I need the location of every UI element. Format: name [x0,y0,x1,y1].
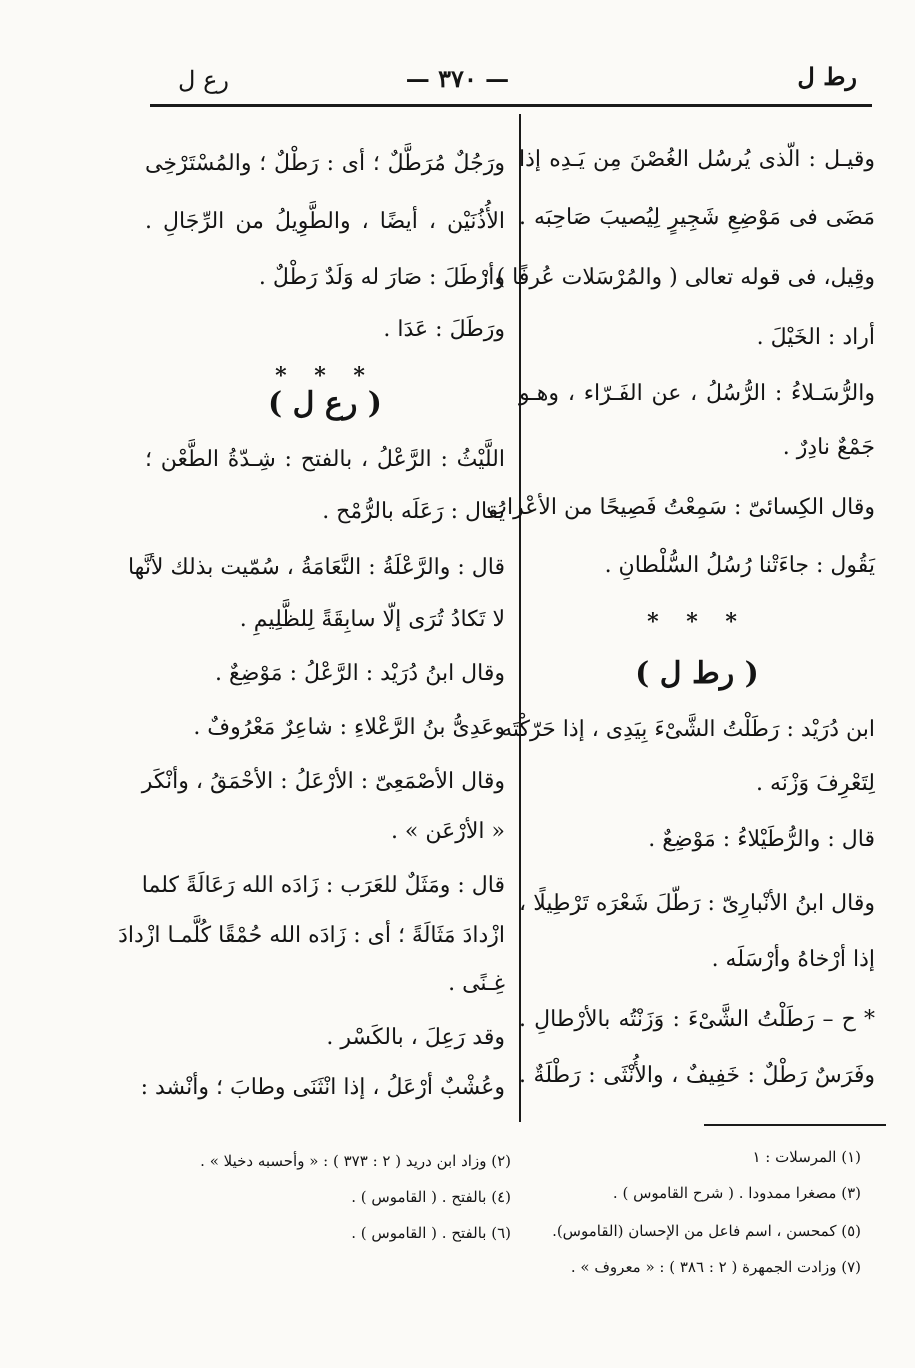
running-head-left: رع ل [178,66,229,94]
text-line: وقال ابنُ الأنْبارِىّ : رَطّلَ شَعْرَه تَرْطِيلًا ، [519,891,875,916]
text-line: قال : والرَّعْلَةُ : النَّعَامَةُ ، سُمّيت بذلك لأنَّها [127,555,505,580]
text-line: ازْدادَ مَثَالَةً ؛ أى : زَادَه الله حُمْقًا كُلَّمـا ازْدادَ [118,923,505,948]
text-line: وعَدِىُّ بنُ الرَّعْلاءِ : شاعِرٌ مَعْرُوفٌ . [193,715,505,740]
text-line: ابن دُرَيْد : رَطَلْتُ الشَّىْءَ بِيَدِى ، إذا حَرّكْتَه [501,717,875,742]
text-line: لا تَكادُ تُرَى إلّا سابِقَةً لِلظَّلِيمِ . [239,607,505,632]
text-line: قال : والرُّطَيْلاءُ : مَوْضِعٌ . [648,827,875,852]
text-line: أراد : الخَيْلَ . [756,325,875,350]
section-separator: * * * [275,363,375,389]
footnote: (١) المرسلات : ١ [752,1148,861,1166]
text-line: * ح – رَطَلْتُ الشَّىْءَ : وَزَنْتُه بالأرْطالِ . [519,1007,875,1032]
footnote: (٦) بالفتح . ( القاموس ) . [351,1224,511,1242]
footnote-rule [704,1124,886,1126]
text-line: وفَرَسٌ رَطْلٌ : خَفِيفٌ ، والأُنْثَى : رَطْلَةٌ . [519,1063,875,1088]
text-line: « الأرْعَن » . [390,819,505,844]
text-line: إذا أرْخاهُ وأرْسَلَه . [711,947,875,972]
text-line: وقال الكِسائىّ : سَمِعْتُ فَصِيحًا من الأعْراب [486,495,875,520]
text-line: وقيـل : الّذى يُرسُل الغُصْنَ مِن يَـدِه إذا [519,147,875,172]
text-line: وأرْطَلَ : صَارَ له وَلَدٌ رَطْلٌ . [258,265,505,290]
running-head-right: رط ل [797,62,857,91]
header-rule [150,104,872,107]
text-line: وقد رَعِلَ ، بالكَسْر . [326,1025,505,1050]
footnote: (٤) بالفتح . ( القاموس ) . [351,1188,511,1206]
text-line: يُقال : رَعَلَه بالرُّمْح . [322,499,505,524]
text-line: مَضَى فى مَوْضِعِ شَجِيرٍ لِيُصيبَ صَاحِبَه . [519,205,875,230]
page-number: — ٣٧٠ — [405,64,510,93]
text-line: غِـنًى . [448,971,505,996]
text-line: الأُذُنَيْن ، أيضًا ، والطَّوِيلُ من الرِّجَالِ . [145,209,505,234]
text-line: جَمْعٌ نادِرٌ . [782,435,875,460]
footnote: (٥) كمحسن ، اسم فاعل من الإحسان (القاموس). [552,1222,861,1240]
text-line: قال : ومَثَلٌ للعَرَب : زَادَه الله رَعَالَةً كلما [141,873,505,898]
text-line: وقِيل، فى قوله تعالى ( والمُرْسَلات عُرفًا ) : [482,265,875,290]
text-line: وعُشْبٌ أرْعَلُ ، إذا انْثَنَى وطابَ ؛ وأنْشد : [140,1075,505,1100]
section-separator: * * * [647,609,747,635]
entry-heading: ( رع ل ) [268,386,382,421]
text-line: اللَّيْثُ : الرَّعْلُ ، بالفتح : شِـدّةُ الطَّعْن ؛ [145,447,505,472]
footnote: (٣) مصغرا ممدودا . ( شرح القاموس ) . [612,1184,861,1202]
text-line: لِتَعْرِفَ وَزْنَه . [755,771,875,796]
text-line: ورَجُلٌ مُرَطَّلٌ ؛ أى : رَطْلٌ ؛ والمُسْتَرْخِى [145,151,505,176]
footnote: (٧) وزادت الجمهرة ( ٢ : ٣٨٦ ) : « معروف » . [570,1258,861,1276]
text-line: يَقُول : جاءَتْنا رُسُلُ السُّلْطانِ . [604,553,875,578]
text-line: والرُّسَـلاءُ : الرُّسُلُ ، عن الفَـرّاء ، وهـو [519,381,875,406]
text-line: وقال ابنُ دُرَيْد : الرَّعْلُ : مَوْضِعٌ . [215,661,505,686]
entry-heading: ( رط ل ) [635,656,759,691]
text-line: وقال الأصْمَعِىّ : الأرْعَلُ : الأحْمَقُ ، وأنْكَر [141,769,505,794]
text-line: ورَطَلَ : عَدَا . [383,317,505,342]
footnote: (٢) وزاد ابن دريد ( ٢ : ٣٧٣ ) : « وأحسبه دخيلا » . [200,1152,511,1170]
